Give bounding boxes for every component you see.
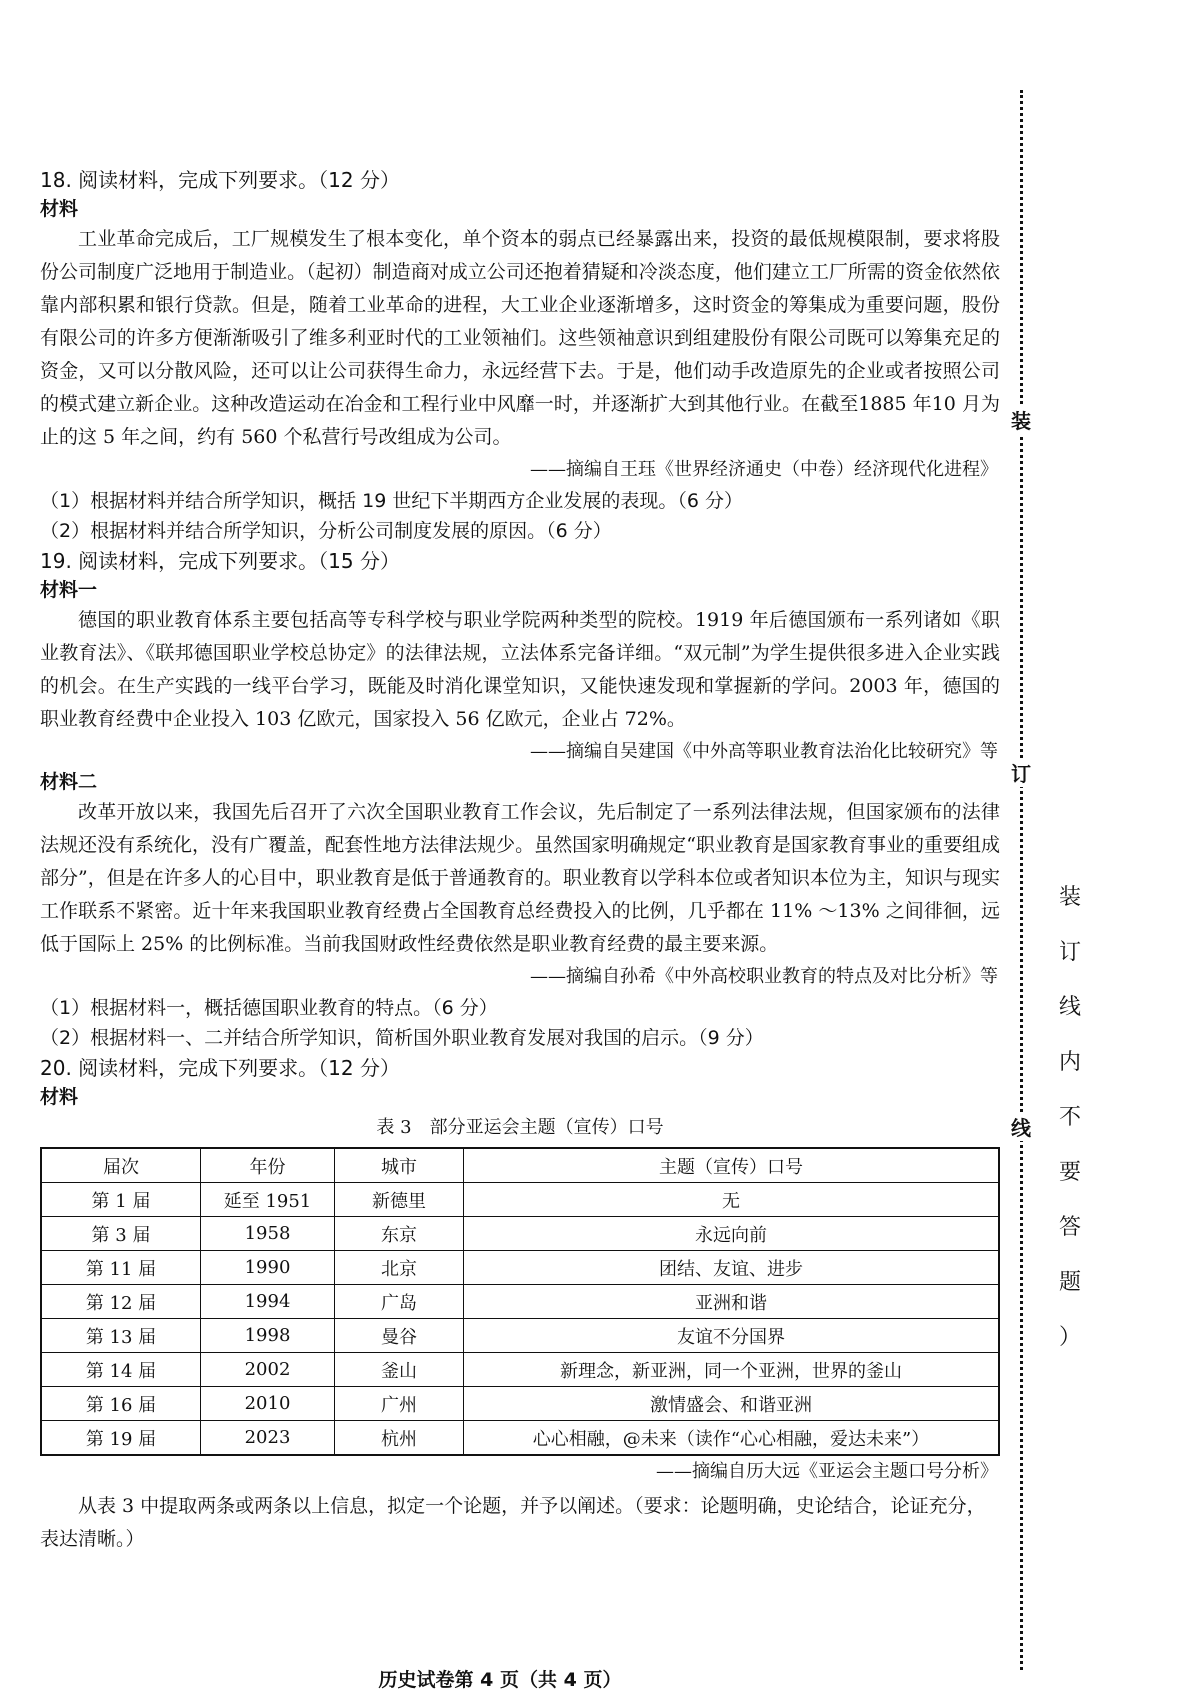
cell-slogan: 友谊不分国界 [464, 1319, 1000, 1353]
cell-year: 延至 1951 [201, 1183, 335, 1217]
table-row [41, 1285, 999, 1319]
binding-mark-xian: 线 [1008, 1112, 1034, 1141]
table-row [41, 1421, 999, 1456]
question-19-material-2-label: 材料二 [40, 771, 98, 793]
cell-year: 2010 [201, 1387, 335, 1421]
header-year: 年份 [201, 1148, 335, 1183]
table-row [41, 1251, 999, 1285]
cell-slogan: 新理念，新亚洲，同一个亚洲，世界的釜山 [464, 1353, 1000, 1387]
cell-year: 2023 [201, 1421, 335, 1456]
question-19 [40, 546, 1000, 1053]
page-footer: 历史试卷第 4 页（共 4 页） [378, 1669, 622, 1691]
binding-notice-char: ） [1058, 1325, 1081, 1350]
question-20-source: ——摘编自历大远《亚运会主题口号分析》 [656, 1461, 998, 1482]
question-19-material-2-text: 改革开放以来，我国先后召开了六次全国职业教育工作会议，先后制定了一系列法律法规，但国家颁布的法律法规还没有系统化，没有广覆盖，配套性地方法律法规少。虽然国家明确规定“职业教育是国家教育事业的重要组成部分”，但是在许多人的心目中，职业教育是低于普通教育的。职业教育以学科本位或者知识本位为主，知识与现实工作联系不紧密。近十年来我国职业教育经费占全国教育总经费投入的比例，几乎都在 11% ～13% 之间徘徊，远低于国际上 25% 的比例标准。当前我国财政性经费依然是职业教育经费的最主要来源。 [40, 801, 1000, 955]
cell-session: 第 13 届 [41, 1319, 201, 1353]
question-20-title: 20. 阅读材料，完成下列要求。（12 分） [40, 1056, 400, 1080]
table-caption: 表 3 部分亚运会主题（宣传）口号 [376, 1117, 664, 1138]
header-session: 届次 [41, 1148, 201, 1183]
cell-slogan: 无 [464, 1183, 1000, 1217]
binding-notice-char: 不 [1058, 1105, 1081, 1130]
cell-session: 第 14 届 [41, 1353, 201, 1387]
question-18-requirement-1: （1）根据材料并结合所学知识，概括 19 世纪下半期西方企业发展的表现。（6 分） [40, 490, 743, 512]
cell-session: 第 11 届 [41, 1251, 201, 1285]
binding-notice-char: 题 [1058, 1270, 1081, 1295]
question-18-requirement-2: （2）根据材料并结合所学知识，分析公司制度发展的原因。（6 分） [40, 520, 612, 542]
question-18-material-label: 材料 [40, 198, 79, 220]
cell-city: 广岛 [335, 1285, 464, 1319]
cell-slogan: 团结、友谊、进步 [464, 1251, 1000, 1285]
binding-notice-char: 订 [1058, 940, 1081, 965]
binding-notice-char: 内 [1058, 1050, 1081, 1075]
question-19-requirement-2: （2）根据材料一、二并结合所学知识，简析国外职业教育发展对我国的启示。（9 分） [40, 1027, 764, 1049]
cell-city: 杭州 [335, 1421, 464, 1456]
page-content [40, 165, 1000, 1556]
cell-city: 新德里 [335, 1183, 464, 1217]
cell-year: 1958 [201, 1217, 335, 1251]
question-19-material-1-text: 德国的职业教育体系主要包括高等专科学校与职业学院两种类型的院校。1919 年后德国颁布一系列诸如《职业教育法》、《联邦德国职业学校总协定》的法律法规，立法体系完备详细。“双元制”为学生提供很多进入企业实践的机会。在生产实践的一线平台学习，既能及时消化课堂知识，又能快速发现和掌握新的学问。2003 年，德国的职业教育经费中企业投入 103 亿欧元，国家投入 56 亿欧元，企业占 72%。 [40, 609, 1000, 730]
cell-city: 北京 [335, 1251, 464, 1285]
question-18-title: 18. 阅读材料，完成下列要求。（12 分） [40, 168, 400, 192]
table-row [41, 1183, 999, 1217]
cell-session: 第 19 届 [41, 1421, 201, 1456]
binding-notice [1050, 880, 1090, 1375]
table-header-row [41, 1148, 999, 1183]
cell-city: 釜山 [335, 1353, 464, 1387]
cell-year: 1994 [201, 1285, 335, 1319]
question-19-material-1-label: 材料一 [40, 579, 98, 601]
question-20-material-label: 材料 [40, 1086, 79, 1108]
binding-mark-zhuang: 装 [1008, 405, 1034, 434]
question-18-source: ——摘编自王珏《世界经济通史（中卷）经济现代化进程》 [530, 459, 998, 480]
header-slogan: 主题（宣传）口号 [464, 1148, 1000, 1183]
question-20-task: 从表 3 中提取两条或两条以上信息，拟定一个论题，并予以阐述。（要求：论题明确，史论结合，论证充分，表达清晰。） [40, 1495, 986, 1550]
cell-city: 东京 [335, 1217, 464, 1251]
asian-games-slogan-table [40, 1147, 1000, 1456]
cell-slogan: 亚洲和谐 [464, 1285, 1000, 1319]
cell-city: 曼谷 [335, 1319, 464, 1353]
question-19-material-2-source: ——摘编自孙希《中外高校职业教育的特点及对比分析》等 [530, 966, 998, 987]
question-19-material-1-source: ——摘编自吴建国《中外高等职业教育法治化比较研究》等 [530, 741, 998, 762]
binding-notice-char: 要 [1058, 1160, 1081, 1185]
binding-notice-char: 装 [1058, 885, 1081, 910]
table-row [41, 1353, 999, 1387]
header-city: 城市 [335, 1148, 464, 1183]
cell-slogan: 激情盛会、和谐亚洲 [464, 1387, 1000, 1421]
binding-dotted-line [1020, 90, 1023, 1670]
cell-year: 1998 [201, 1319, 335, 1353]
cell-session: 第 16 届 [41, 1387, 201, 1421]
cell-session: 第 1 届 [41, 1183, 201, 1217]
question-20 [40, 1053, 1000, 1556]
binding-notice-char: 答 [1058, 1215, 1081, 1240]
cell-slogan: 心心相融，@未来（读作“心心相融，爱达未来”） [464, 1421, 1000, 1456]
cell-city: 广州 [335, 1387, 464, 1421]
cell-year: 1990 [201, 1251, 335, 1285]
binding-mark-ding: 订 [1008, 758, 1034, 787]
question-19-requirement-1: （1）根据材料一，概括德国职业教育的特点。（6 分） [40, 997, 498, 1019]
question-18-material-text: 工业革命完成后，工厂规模发生了根本变化，单个资本的弱点已经暴露出来，投资的最低规模限制，要求将股份公司制度广泛地用于制造业。（起初）制造商对成立公司还抱着猜疑和冷淡态度，他们建立工厂所需的资金依然依靠内部积累和银行贷款。但是，随着工业革命的进程，大工业企业逐渐增多，这时资金的筹集成为重要问题，股份有限公司的许多方便渐渐吸引了维多利亚时代的工业领袖们。这些领袖意识到组建股份有限公司既可以筹集充足的资金，又可以分散风险，还可以让公司获得生命力，永远经营下去。于是，他们动手改造原先的企业或者按照公司的模式建立新企业。这种改造运动在冶金和工程行业中风靡一时，并逐渐扩大到其他行业。在截至1885 年10 月为止的这 5 年之间，约有 560 个私营行号改组成为公司。 [40, 228, 1000, 448]
table-row [41, 1217, 999, 1251]
question-18 [40, 165, 1000, 546]
table-row [41, 1319, 999, 1353]
cell-session: 第 3 届 [41, 1217, 201, 1251]
binding-notice-char: 线 [1058, 995, 1081, 1020]
question-19-title: 19. 阅读材料，完成下列要求。（15 分） [40, 549, 400, 573]
table-row [41, 1387, 999, 1421]
cell-slogan: 永远向前 [464, 1217, 1000, 1251]
cell-year: 2002 [201, 1353, 335, 1387]
cell-session: 第 12 届 [41, 1285, 201, 1319]
